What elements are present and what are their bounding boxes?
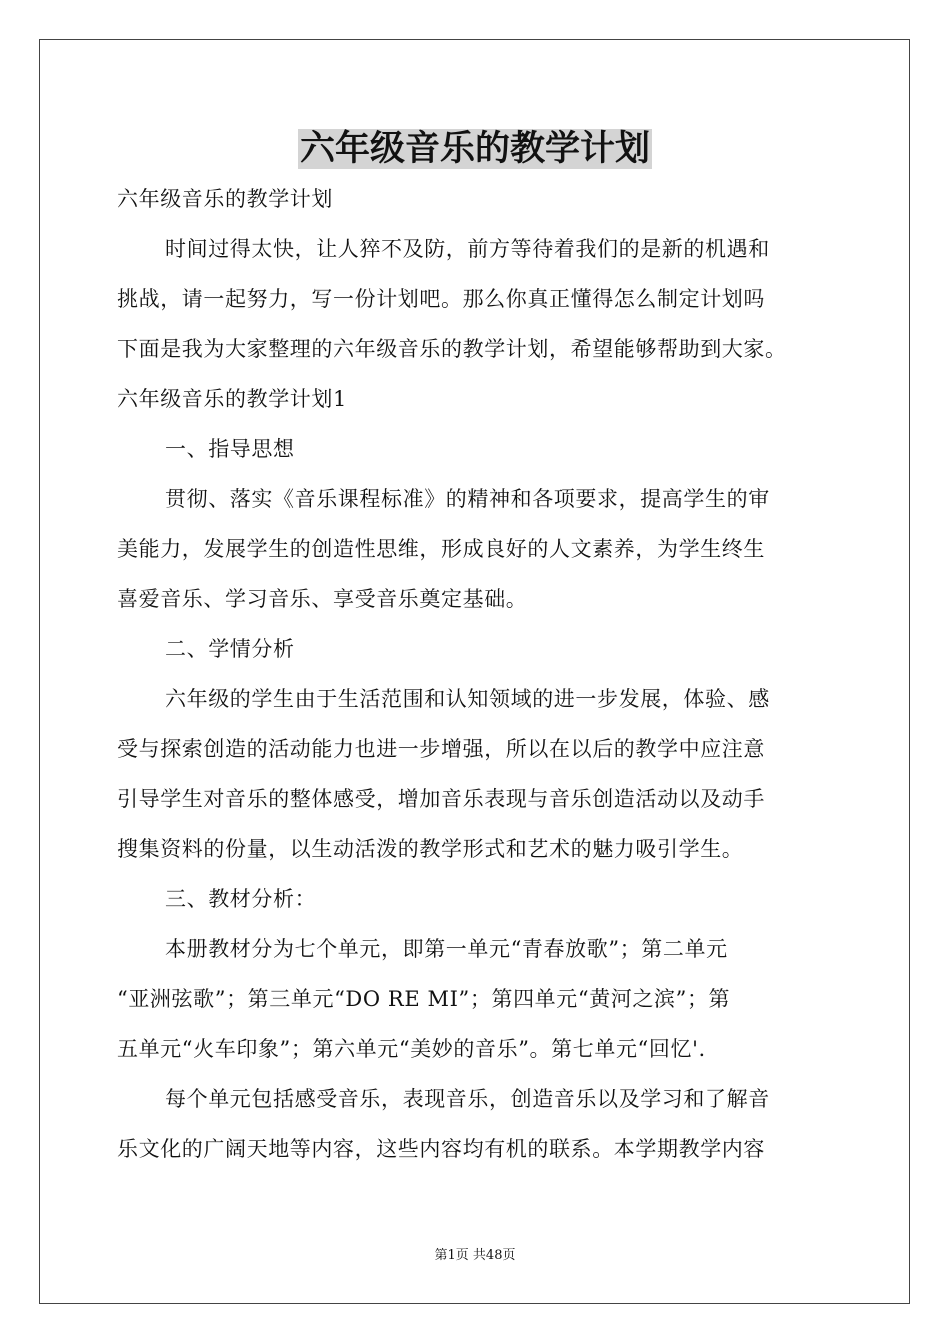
paragraph-line: 下面是我为大家整理的六年级音乐的教学计划，希望能够帮助到大家。 <box>117 337 787 361</box>
paragraph-line: 贯彻、落实《音乐课程标准》的精神和各项要求，提高学生的审 <box>165 487 770 511</box>
section-heading: 二、学情分析 <box>165 637 295 661</box>
paragraph-line: 受与探索创造的活动能力也进一步增强，所以在以后的教学中应注意 <box>117 737 765 761</box>
paragraph-line: 搜集资料的份量，以生动活泼的教学形式和艺术的魅力吸引学生。 <box>117 837 744 861</box>
paragraph-line: 挑战，请一起努力，写一份计划吧。那么你真正懂得怎么制定计划吗 <box>117 287 765 311</box>
section-heading: 一、指导思想 <box>165 437 295 461</box>
paragraph-line: 喜爱音乐、学习音乐、享受音乐奠定基础。 <box>117 587 528 611</box>
paragraph-line: 引导学生对音乐的整体感受，增加音乐表现与音乐创造活动以及动手 <box>117 787 765 811</box>
paragraph-line: 五单元“火车印象”；第六单元“美妙的音乐”。第七单元“回忆'. <box>117 1037 706 1061</box>
document-title-text: 六年级音乐的教学计划 <box>299 129 650 169</box>
section-heading: 三、教材分析： <box>165 887 317 911</box>
paragraph-line: 六年级的学生由于生活范围和认知领域的进一步发展，体验、感 <box>165 687 770 711</box>
section-heading: 六年级音乐的教学计划1 <box>117 387 347 411</box>
page-border <box>39 39 910 1304</box>
paragraph-line: 时间过得太快，让人猝不及防，前方等待着我们的是新的机遇和 <box>165 237 770 261</box>
paragraph-line: 美能力，发展学生的创造性思维，形成良好的人文素养，为学生终生 <box>117 537 765 561</box>
paragraph-line: “亚洲弦歌”；第三单元“DO RE MI”；第四单元“黄河之滨”；第 <box>117 987 731 1011</box>
paragraph-line: 每个单元包括感受音乐，表现音乐，创造音乐以及学习和了解音 <box>165 1087 770 1111</box>
document-title <box>0 124 950 174</box>
page-footer: 第1页 共48页 <box>434 1248 516 1263</box>
paragraph-line: 本册教材分为七个单元，即第一单元“青春放歌”；第二单元 <box>165 937 728 961</box>
subtitle-line: 六年级音乐的教学计划 <box>117 187 333 211</box>
paragraph-line: 乐文化的广阔天地等内容，这些内容均有机的联系。本学期教学内容 <box>117 1137 765 1161</box>
